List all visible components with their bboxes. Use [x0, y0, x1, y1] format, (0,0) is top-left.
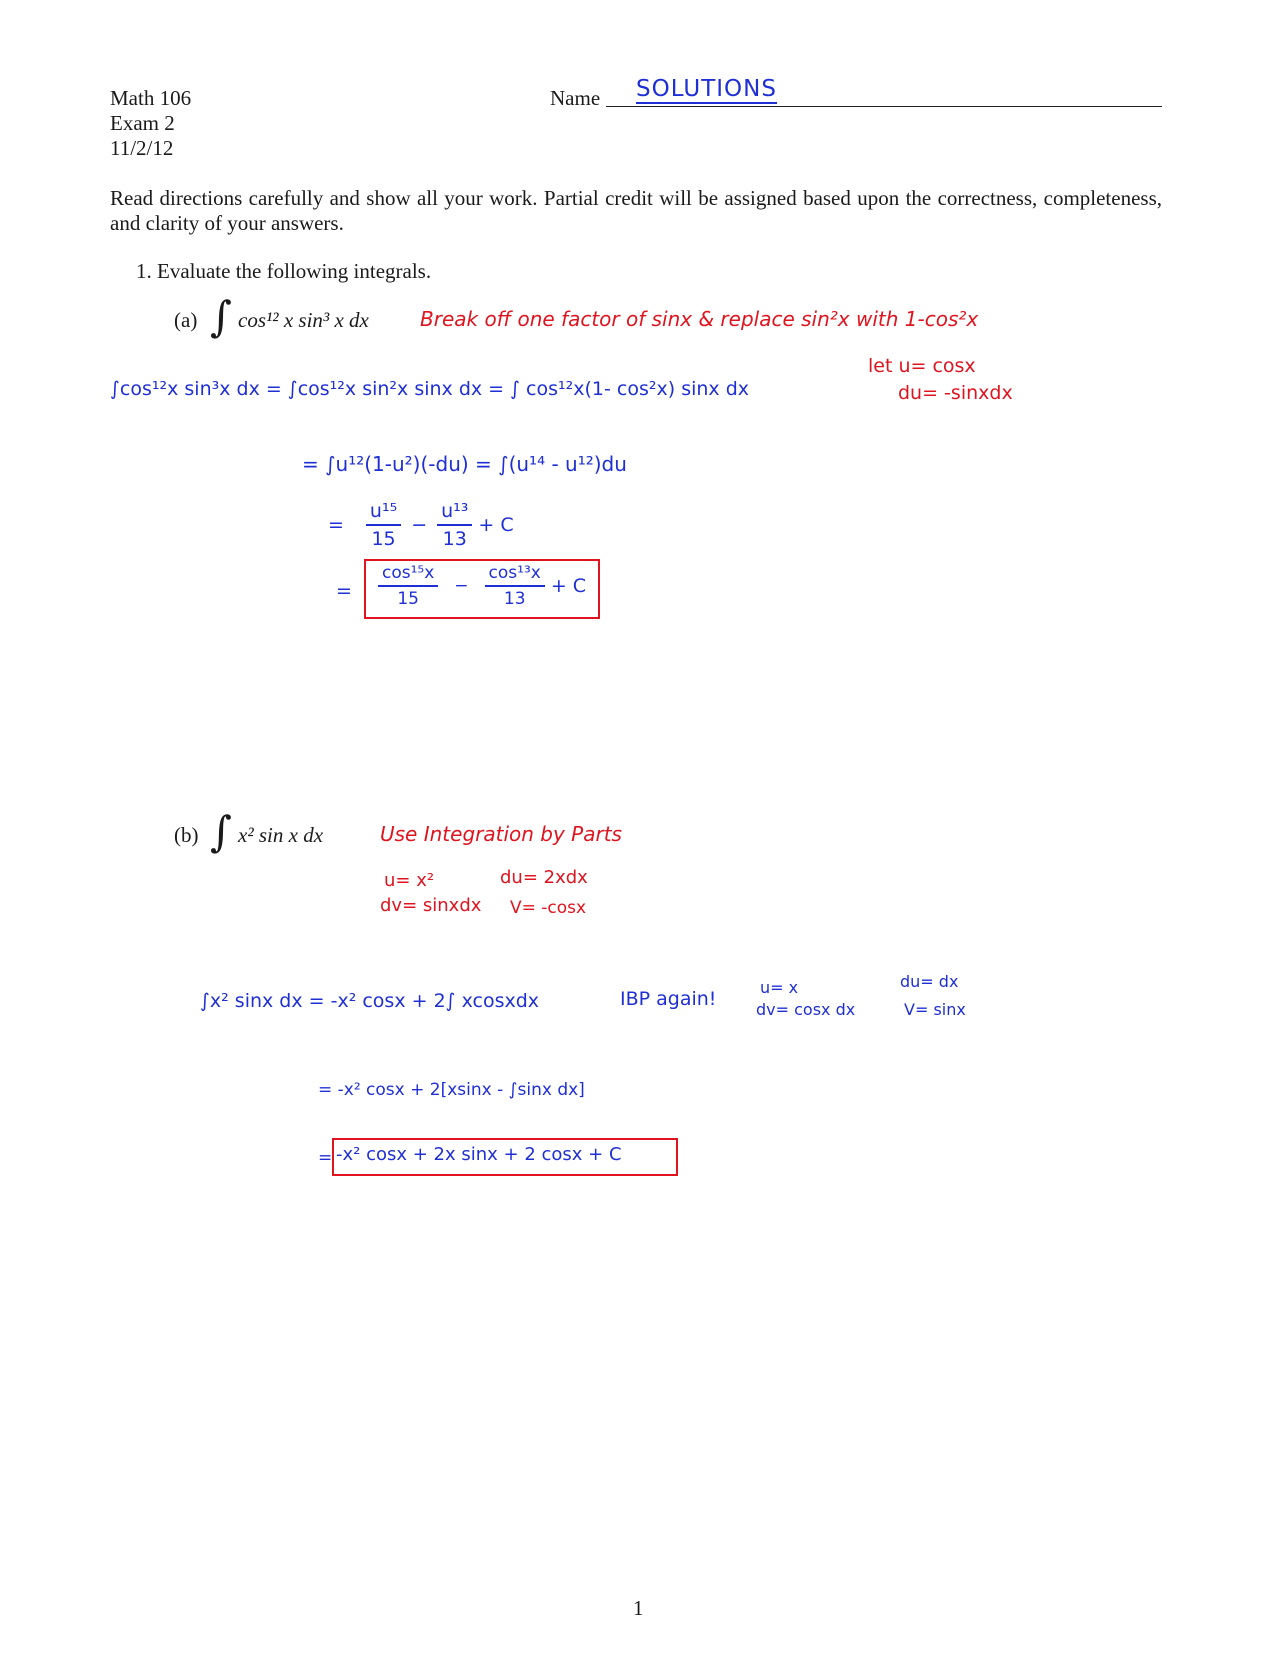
- part-b-label: (b): [174, 823, 199, 847]
- part-b-u: u= x²: [384, 870, 435, 891]
- name-label: Name: [550, 86, 601, 110]
- part-a-hint: Break off one factor of sinx & replace sin²x with 1-cos²x: [420, 307, 979, 331]
- page-number: 1: [633, 1596, 644, 1620]
- fraction-2: $\frac{\text{u¹³}}{13}$: [437, 500, 472, 550]
- equals-sign: =: [336, 580, 352, 602]
- exam-title: Exam 2: [110, 111, 175, 135]
- part-a-sub-u: let u= cosx: [868, 355, 976, 377]
- part-b-integral: x² sin x dx: [238, 823, 324, 847]
- part-a-label: (a): [174, 308, 198, 332]
- part-a-step-3: = $\frac{\text{u¹⁵}}{15}$ − $\frac{\text{u¹³}}{13}$ + C: [328, 500, 514, 550]
- part-b-dv2: dv= cosx dx: [756, 1000, 856, 1019]
- integral-sign-icon: ∫: [210, 807, 232, 856]
- fraction-1: $\frac{\text{u¹⁵}}{15}$: [366, 500, 401, 550]
- part-a-integral: cos¹² x sin³ x dx: [238, 308, 369, 332]
- part-a-answer: $\frac{\text{cos¹⁵x}}{15}$ − $\frac{\text{cos¹³x}}{13}$ + C: [370, 563, 586, 609]
- part-a-sub-du: du= -sinxdx: [898, 382, 1013, 404]
- integral-sign-icon: ∫: [210, 292, 232, 341]
- name-line: [606, 106, 1162, 107]
- part-b-dv: dv= sinxdx: [380, 895, 482, 916]
- part-b-du: du= 2xdx: [500, 867, 588, 888]
- answer-fraction-2: $\frac{\text{cos¹³x}}{13}$: [485, 563, 545, 609]
- part-b-hint: Use Integration by Parts: [380, 822, 622, 846]
- instructions: Read directions carefully and show all your work. Partial credit will be assigned based upon the correctness, completeness, and clarity of your answers.: [110, 186, 1162, 235]
- problem-prompt: 1. Evaluate the following integrals.: [136, 259, 432, 283]
- name-value: SOLUTIONS: [636, 76, 777, 102]
- ibp-again-note: IBP again!: [620, 988, 717, 1010]
- part-b-du2: du= dx: [900, 972, 959, 991]
- part-a-step-2: = ∫u¹²(1-u²)(-du) = ∫(u¹⁴ - u¹²)du: [302, 452, 627, 476]
- part-b-answer-equals: =: [318, 1148, 333, 1168]
- part-b-v: V= -cosx: [510, 898, 587, 918]
- course-title: Math 106: [110, 86, 192, 110]
- part-b-u2: u= x: [760, 978, 799, 997]
- part-b-answer: -x² cosx + 2x sinx + 2 cosx + C: [336, 1144, 622, 1165]
- part-b-step-2: = -x² cosx + 2[xsinx - ∫sinx dx]: [318, 1080, 585, 1100]
- exam-date: 11/2/12: [110, 136, 174, 160]
- answer-fraction-1: $\frac{\text{cos¹⁵x}}{15}$: [378, 563, 438, 609]
- part-a-step-1: ∫cos¹²x sin³x dx = ∫cos¹²x sin²x sinx dx = ∫ cos¹²x(1- cos²x) sinx dx: [110, 378, 749, 400]
- part-b-v2: V= sinx: [904, 1000, 966, 1019]
- part-b-step-1: ∫x² sinx dx = -x² cosx + 2∫ xcosxdx: [200, 990, 540, 1012]
